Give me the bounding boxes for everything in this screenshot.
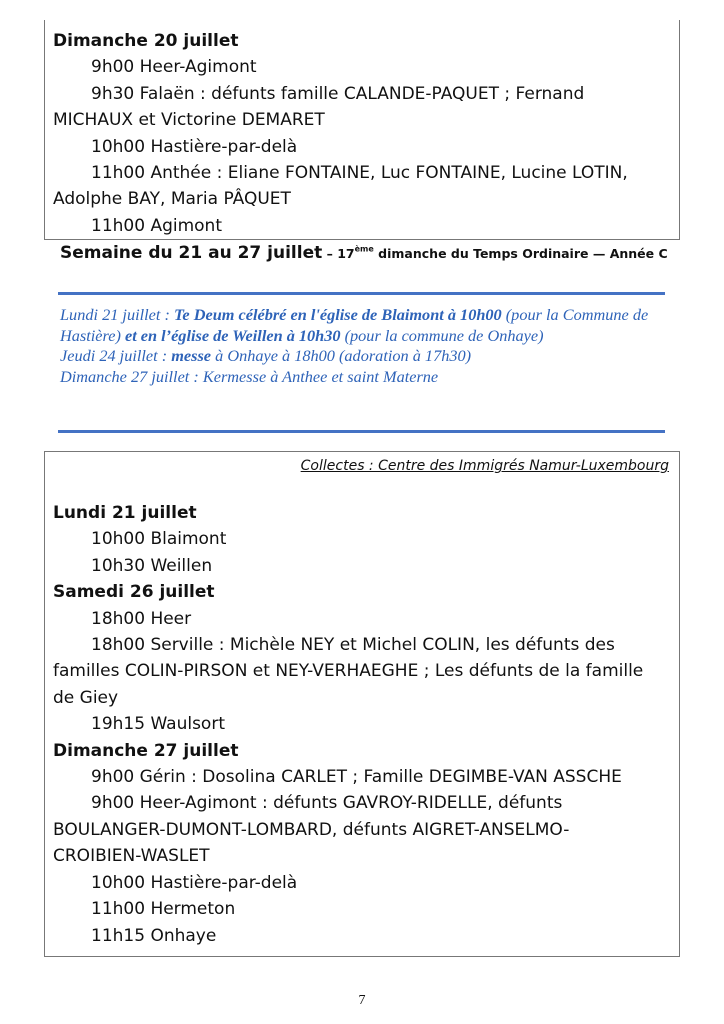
announcement-text: Lundi 21 juillet : bbox=[60, 305, 174, 324]
schedule-line: 11h00 Anthée : Eliane FONTAINE, Luc FONTAINE, Lucine LOTIN, bbox=[91, 163, 628, 184]
announcement-emphasis: Te Deum célébré en l'église de Blaimont à 10h00 bbox=[173, 305, 502, 324]
schedule-line: BOULANGER-DUMONT-LOMBARD, défunts AIGRET-ANSELMO- bbox=[53, 819, 570, 840]
announcement-te-deum bbox=[60, 305, 670, 346]
spacer bbox=[53, 476, 671, 500]
schedule-line: 10h00 Blaimont bbox=[91, 529, 227, 550]
divider-top bbox=[58, 292, 665, 295]
day-heading: Dimanche 27 juillet bbox=[53, 740, 239, 761]
page-number: 7 bbox=[358, 993, 366, 1008]
schedule-line: 19h15 Waulsort bbox=[91, 714, 225, 735]
day-heading: Dimanche 20 juillet bbox=[53, 31, 239, 51]
week-liturgy: dimanche du Temps Ordinaire — Année C bbox=[373, 246, 668, 261]
week-sunday-number: 17 bbox=[337, 246, 355, 261]
top-schedule-lines bbox=[53, 54, 671, 239]
week-heading bbox=[60, 243, 680, 263]
announcement-text: (pour la Commune de Hastière) bbox=[60, 305, 649, 345]
week-dash: – bbox=[322, 246, 338, 261]
announcement-text: (pour la commune de Onhaye) bbox=[340, 325, 544, 345]
divider-bottom bbox=[58, 430, 665, 433]
schedule-line: familles COLIN-PIRSON et NEY-VERHAEGHE ; Les défunts de la famille bbox=[53, 661, 644, 682]
schedule-line: 9h00 Gérin : Dosolina CARLET ; Famille DEGIMBE-VAN ASSCHE bbox=[91, 767, 622, 788]
announcements bbox=[60, 305, 670, 387]
schedule-box-sunday-20 bbox=[44, 20, 680, 240]
announcement-emphasis: et en l’église de Weillen à 10h30 bbox=[124, 325, 341, 345]
schedule-line: 11h00 Hermeton bbox=[91, 899, 236, 920]
day-heading: Samedi 26 juillet bbox=[53, 582, 215, 603]
announcement-text: à Onhaye à 18h00 (adoration à 17h30) bbox=[211, 346, 472, 366]
schedule-line: Adolphe BAY, Maria PÂQUET bbox=[53, 189, 291, 210]
schedule-line: MICHAUX et Victorine DEMARET bbox=[53, 110, 325, 131]
week-title: Semaine du 21 au 27 juillet bbox=[60, 243, 323, 263]
day-heading: Lundi 21 juillet bbox=[53, 503, 197, 523]
schedule-line: 9h00 Heer-Agimont : défunts GAVROY-RIDELLE, défunts bbox=[91, 793, 563, 814]
schedule-line: de Giey bbox=[53, 687, 119, 708]
schedule-box-week bbox=[44, 451, 680, 957]
schedule-line: 11h15 Onhaye bbox=[91, 925, 217, 946]
collectes-note: Collectes : Centre des Immigrés Namur-Luxembourg bbox=[300, 458, 669, 474]
announcement-emphasis: messe bbox=[171, 346, 212, 366]
schedule-line: 9h30 Falaën : défunts famille CALANDE-PAQUET ; Fernand bbox=[91, 83, 585, 104]
announcement-jeudi bbox=[60, 346, 670, 367]
schedule-line: 10h30 Weillen bbox=[91, 555, 213, 576]
announcement-text: Jeudi 24 juillet : bbox=[60, 346, 172, 366]
week-sup: ème bbox=[354, 244, 374, 254]
schedule-line: 18h00 Heer bbox=[91, 608, 192, 629]
schedule-line: 10h00 Hastière-par-delà bbox=[91, 872, 298, 893]
schedule-line: CROIBIEN-WASLET bbox=[53, 846, 210, 867]
schedule-line: 11h00 Agimont bbox=[91, 215, 222, 236]
schedule-line: 10h00 Hastière-par-delà bbox=[91, 136, 298, 157]
schedule-line: 9h00 Heer-Agimont bbox=[91, 57, 257, 78]
schedule-line: 18h00 Serville : Michèle NEY et Michel COLIN, les défunts des bbox=[91, 635, 615, 656]
announcement-kermesse: Dimanche 27 juillet : Kermesse à Anthee et saint Materne bbox=[60, 366, 439, 386]
